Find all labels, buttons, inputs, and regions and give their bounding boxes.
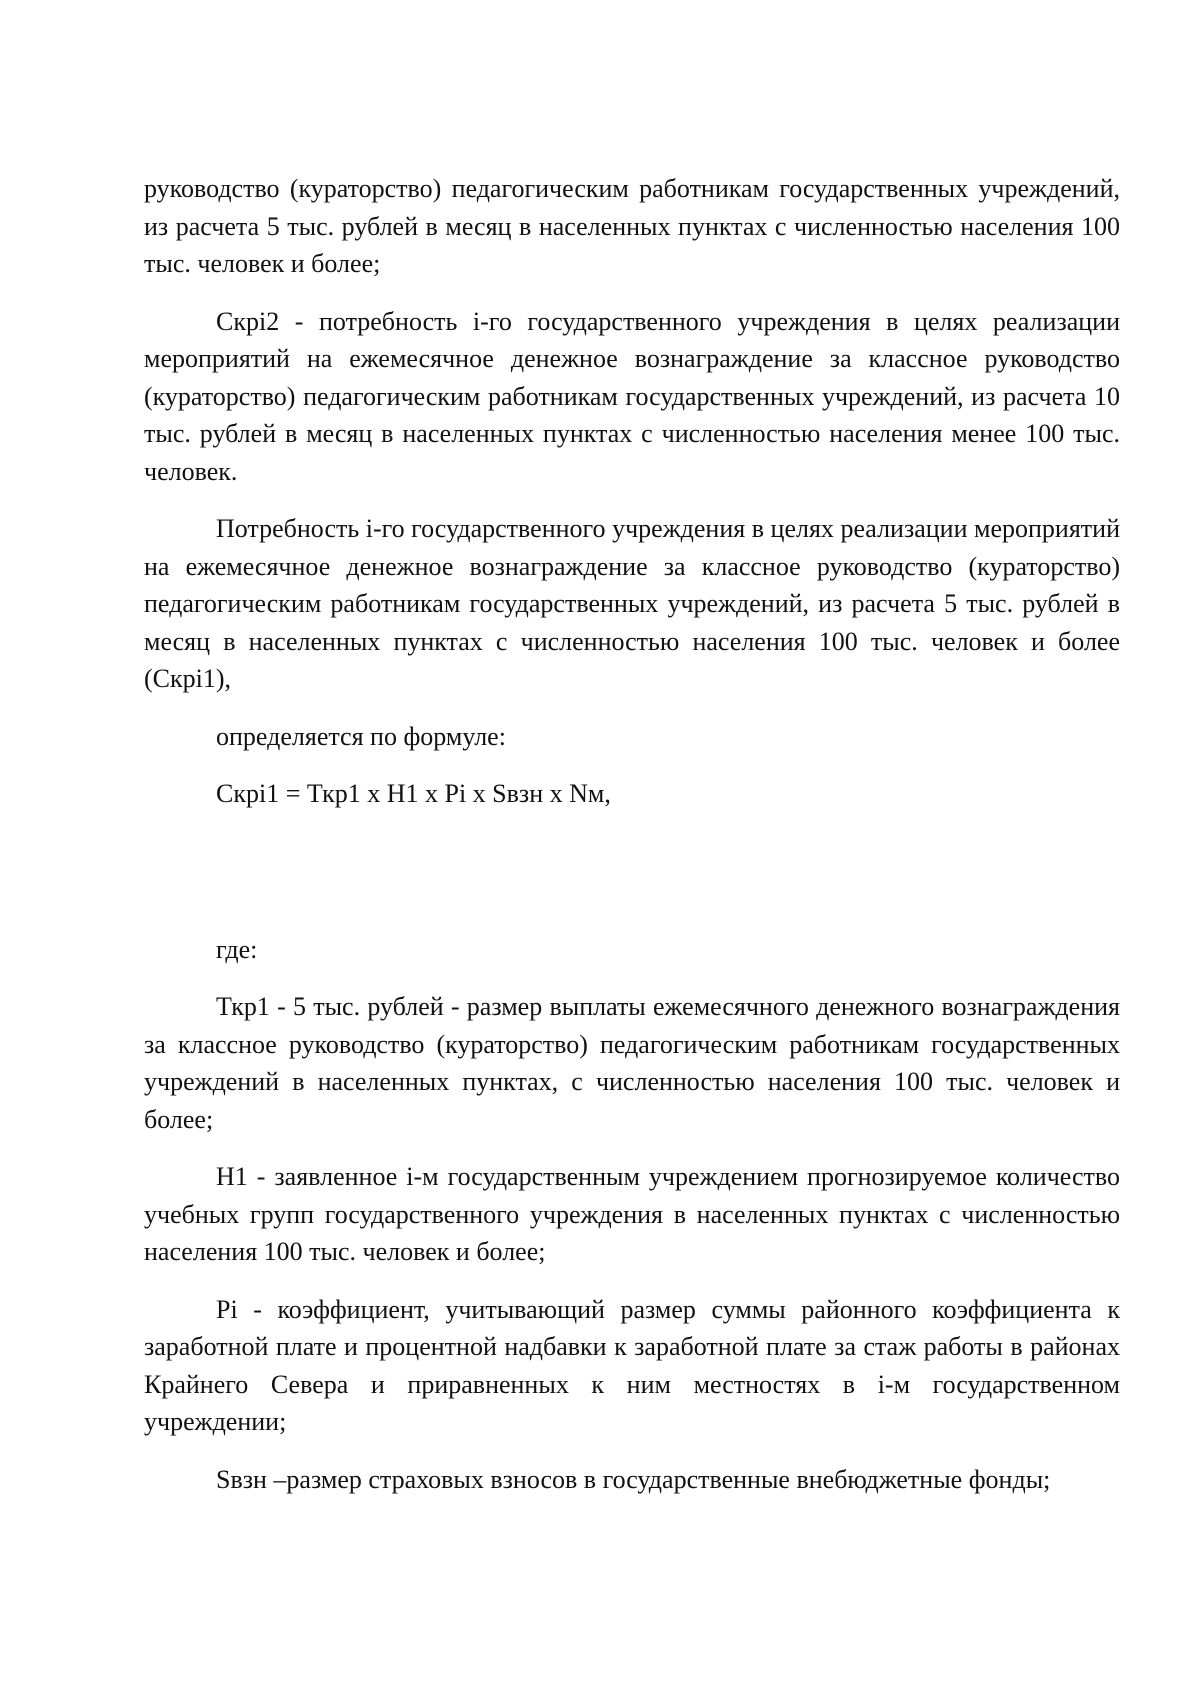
paragraph-skri1-need: Потребность i-го государственного учреждения в целях реализации мероприятий на ежемесячное денежное вознаграждение за классное руководство (кураторство) педагогическим работникам государственных учреждений, из расчета 5 тыс. рублей в месяц в населенных пунктах с численностью населения 100 тыс. человек и более (Скрi1), <box>144 514 1120 693</box>
paragraph-tkr1-definition: Ткр1 - 5 тыс. рублей - размер выплаты ежемесячного денежного вознаграждения за классное руководство (кураторство) педагогическим работникам государственных учреждений в населенных пунктах, с численностью населения 100 тыс. человек и более; <box>144 992 1120 1134</box>
paragraph-skri2-definition: Скрi2 - потребность i-го государственного учреждения в целях реализации мероприятий на ежемесячное денежное вознаграждение за классное руководство (кураторство) педагогическим работникам государственных учреждений, из расчета 10 тыс. рублей в месяц в населенных пунктах с численностью населения менее 100 тыс. человек. <box>144 306 1120 486</box>
paragraph-svzn-definition: Sвзн –размер страховых взносов в государственные внебюджетные фонды; <box>216 1464 1051 1494</box>
paragraph-where: где: <box>216 934 258 964</box>
paragraph-continuation: руководство (кураторство) педагогическим работникам государственных учреждений, из расчета 5 тыс. рублей в месяц в населенных пунктах с численностью населения 100 тыс. человек и более; <box>144 174 1120 278</box>
document-body <box>144 170 1120 1518</box>
paragraph-formula-intro: определяется по формуле: <box>216 721 506 751</box>
paragraph-h1-definition: H1 - заявленное i-м государственным учреждением прогнозируемое количество учебных групп государственного учреждения в населенных пунктах с численностью населения 100 тыс. человек и более; <box>144 1162 1120 1266</box>
paragraph-pi-definition: Pi - коэффициент, учитывающий размер суммы районного коэффициента к заработной плате и процентной надбавки к заработной плате за стаж работы в районах Крайнего Севера и приравненных к ним местностях в i-м государственном учреждении; <box>144 1294 1120 1436</box>
formula: Скрi1 = Ткр1 x H1 x Pi x Sвзн x Nм, <box>216 779 611 808</box>
